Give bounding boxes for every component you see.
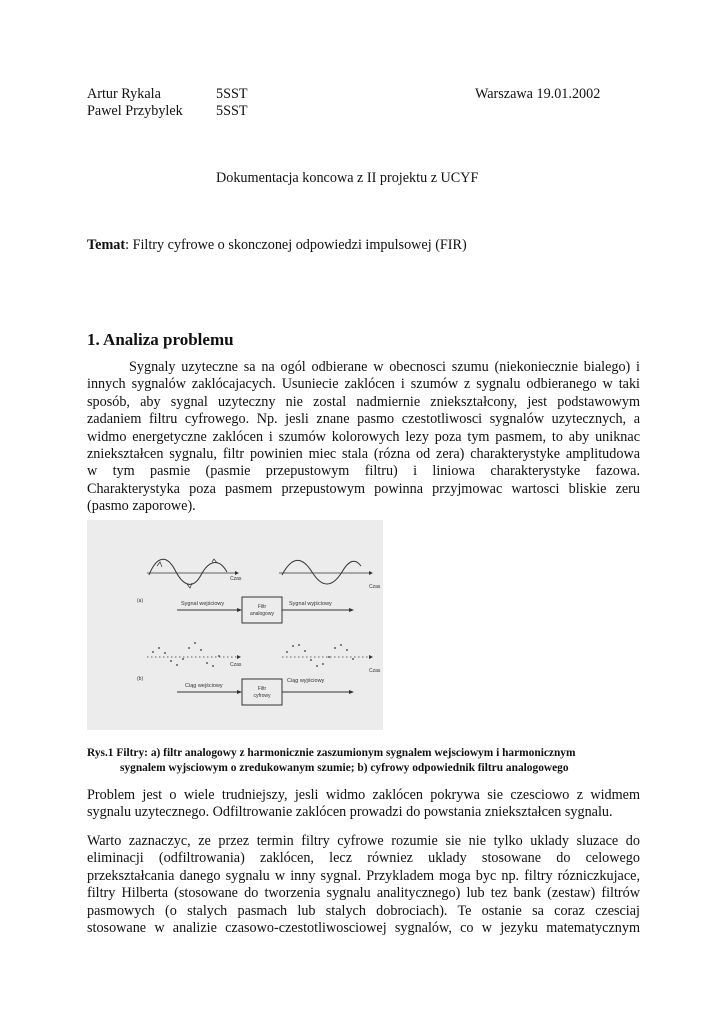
topic-text: : Filtry cyfrowe o skonczonej odpowiedzi impulsowej (FIR) — [125, 237, 467, 253]
topic-line — [87, 237, 467, 254]
digital-filter-label-2: cyfrowy — [253, 693, 271, 699]
time-label-b-out: Czas — [369, 668, 381, 674]
label-b: (b) — [137, 676, 144, 682]
figure-filters — [87, 520, 383, 730]
output-label-b: Ciąg wyjściowy — [287, 678, 325, 684]
digital-filter-block — [242, 679, 282, 705]
paragraph-line: sygnalu uzytecznego. Odfiltrowanie zaklócen prowadzi do powstania zniekształcen sygnalu. — [87, 804, 613, 821]
paragraph-line: Sygnaly uzyteczne sa na ogól odbierane w obecnosci szumu (niekoniecznie bialego) i — [129, 359, 640, 375]
paragraph-line: eliminacji (odfiltrowania) zaklócen, lecz równiez uklady stosowane do celowego — [87, 850, 640, 867]
time-label-b-in: Czas — [230, 662, 242, 668]
analog-filter-label-2: analogowy — [250, 611, 274, 617]
figure-caption-line-1: Rys.1 Filtry: a) filtr analogowy z harmonicznie zaszumionym sygnalem wejsciowym i harmonicznym — [87, 747, 576, 759]
label-a: (a) — [137, 598, 144, 604]
section-heading: 1. Analiza problemu — [87, 330, 234, 349]
author-group-1: 5SST — [216, 86, 248, 102]
analog-filter-label-1: Filtr — [257, 604, 267, 610]
paragraph-line: pasmowych (o stalych pasmach lub stalych dobrociach). Te ostanie sa coraz czesciaj — [87, 902, 640, 919]
time-label-a-out: Czas — [369, 584, 381, 590]
paragraph-line: innych sygnalów zaklócajacych. Usuniecie zaklócen i szumów z sygnalu odbieranego w taki — [87, 376, 640, 393]
paragraph-line: zniekształcen sygnalu, filtr powinien miec stala (rózna od zera) charakterystyke amplitudowa — [87, 445, 640, 462]
output-label-a: Sygnal wyjściowy — [289, 601, 332, 607]
paragraph-line: zadaniem filtru cyfrowego. Np. jesli znane pasmo czestotliwosci sygnalów uzytecznych, a — [87, 411, 640, 428]
author-group-2: 5SST — [216, 103, 248, 119]
paragraph-line: w tym pasmie (pasmie przepustowym filtru) i liniowa charakterystyke fazowa. — [87, 463, 640, 480]
input-label-a: Sygnal wejściowy — [181, 601, 225, 607]
paragraph-1 — [87, 359, 640, 516]
filter-diagram — [87, 520, 383, 730]
topic-label: Temat — [87, 237, 126, 253]
document-title: Dokumentacja koncowa z II projektu z UCYF — [216, 170, 479, 186]
paragraph-line: Problem jest o wiele trudniejszy, jesli widmo zaklócen pokrywa sie czesciowo z widmem — [87, 787, 640, 803]
time-label-a-in: Czas — [230, 576, 242, 582]
figure-caption-line-2: sygnalem wyjsciowym o zredukowanym szumie; b) cyfrowy odpowiednik filtru analogowego — [120, 762, 569, 774]
digital-filter-label-1: Filtr — [257, 686, 267, 692]
input-label-b: Ciąg wejściowy — [185, 683, 223, 689]
paragraph-line: Charakterystyka poza pasmem przepustowym powinna przyjmowac wartosci bliskie zeru — [87, 480, 640, 497]
paragraph-2 — [87, 787, 640, 822]
output-samples — [286, 644, 354, 667]
paragraph-line: filtry Hilberta (stosowane do tworzenia sygnalu analitycznego) lub tez bank (zestaw) filtrów — [87, 885, 640, 902]
clean-output-wave — [282, 560, 361, 584]
input-samples — [152, 642, 220, 667]
author-name-2: Pawel Przybylek — [87, 103, 183, 119]
author-name-1: Artur Rykala — [87, 86, 161, 102]
paragraph-3 — [87, 833, 640, 937]
paragraph-line: (pasmo zaporowe). — [87, 498, 196, 515]
paragraph-line: widmo energetyczne zaklócen i szumów kolorowych lezy poza tym pasmem, to aby uniknac — [87, 428, 640, 445]
place-date: Warszawa 19.01.2002 — [475, 86, 601, 102]
paragraph-line: przekształcania danego sygnalu w inny sygnal. Przykladem moga byc np. filtry rózniczkujace, — [87, 867, 640, 884]
paragraph-line: Warto zaznaczyc, ze przez termin filtry cyfrowe rozumie sie nie tylko uklady sluzace do — [87, 833, 640, 849]
analog-filter-block — [242, 597, 282, 623]
paragraph-line: sposób, aby sygnal uzyteczny nie zostal nadmiernie zniekształcony, jest podstawowym — [87, 393, 640, 410]
paragraph-line: stosowane w analizie czasowo-czestotliwosciowej sygnalów, co w jezyku matematycznym — [87, 919, 640, 936]
